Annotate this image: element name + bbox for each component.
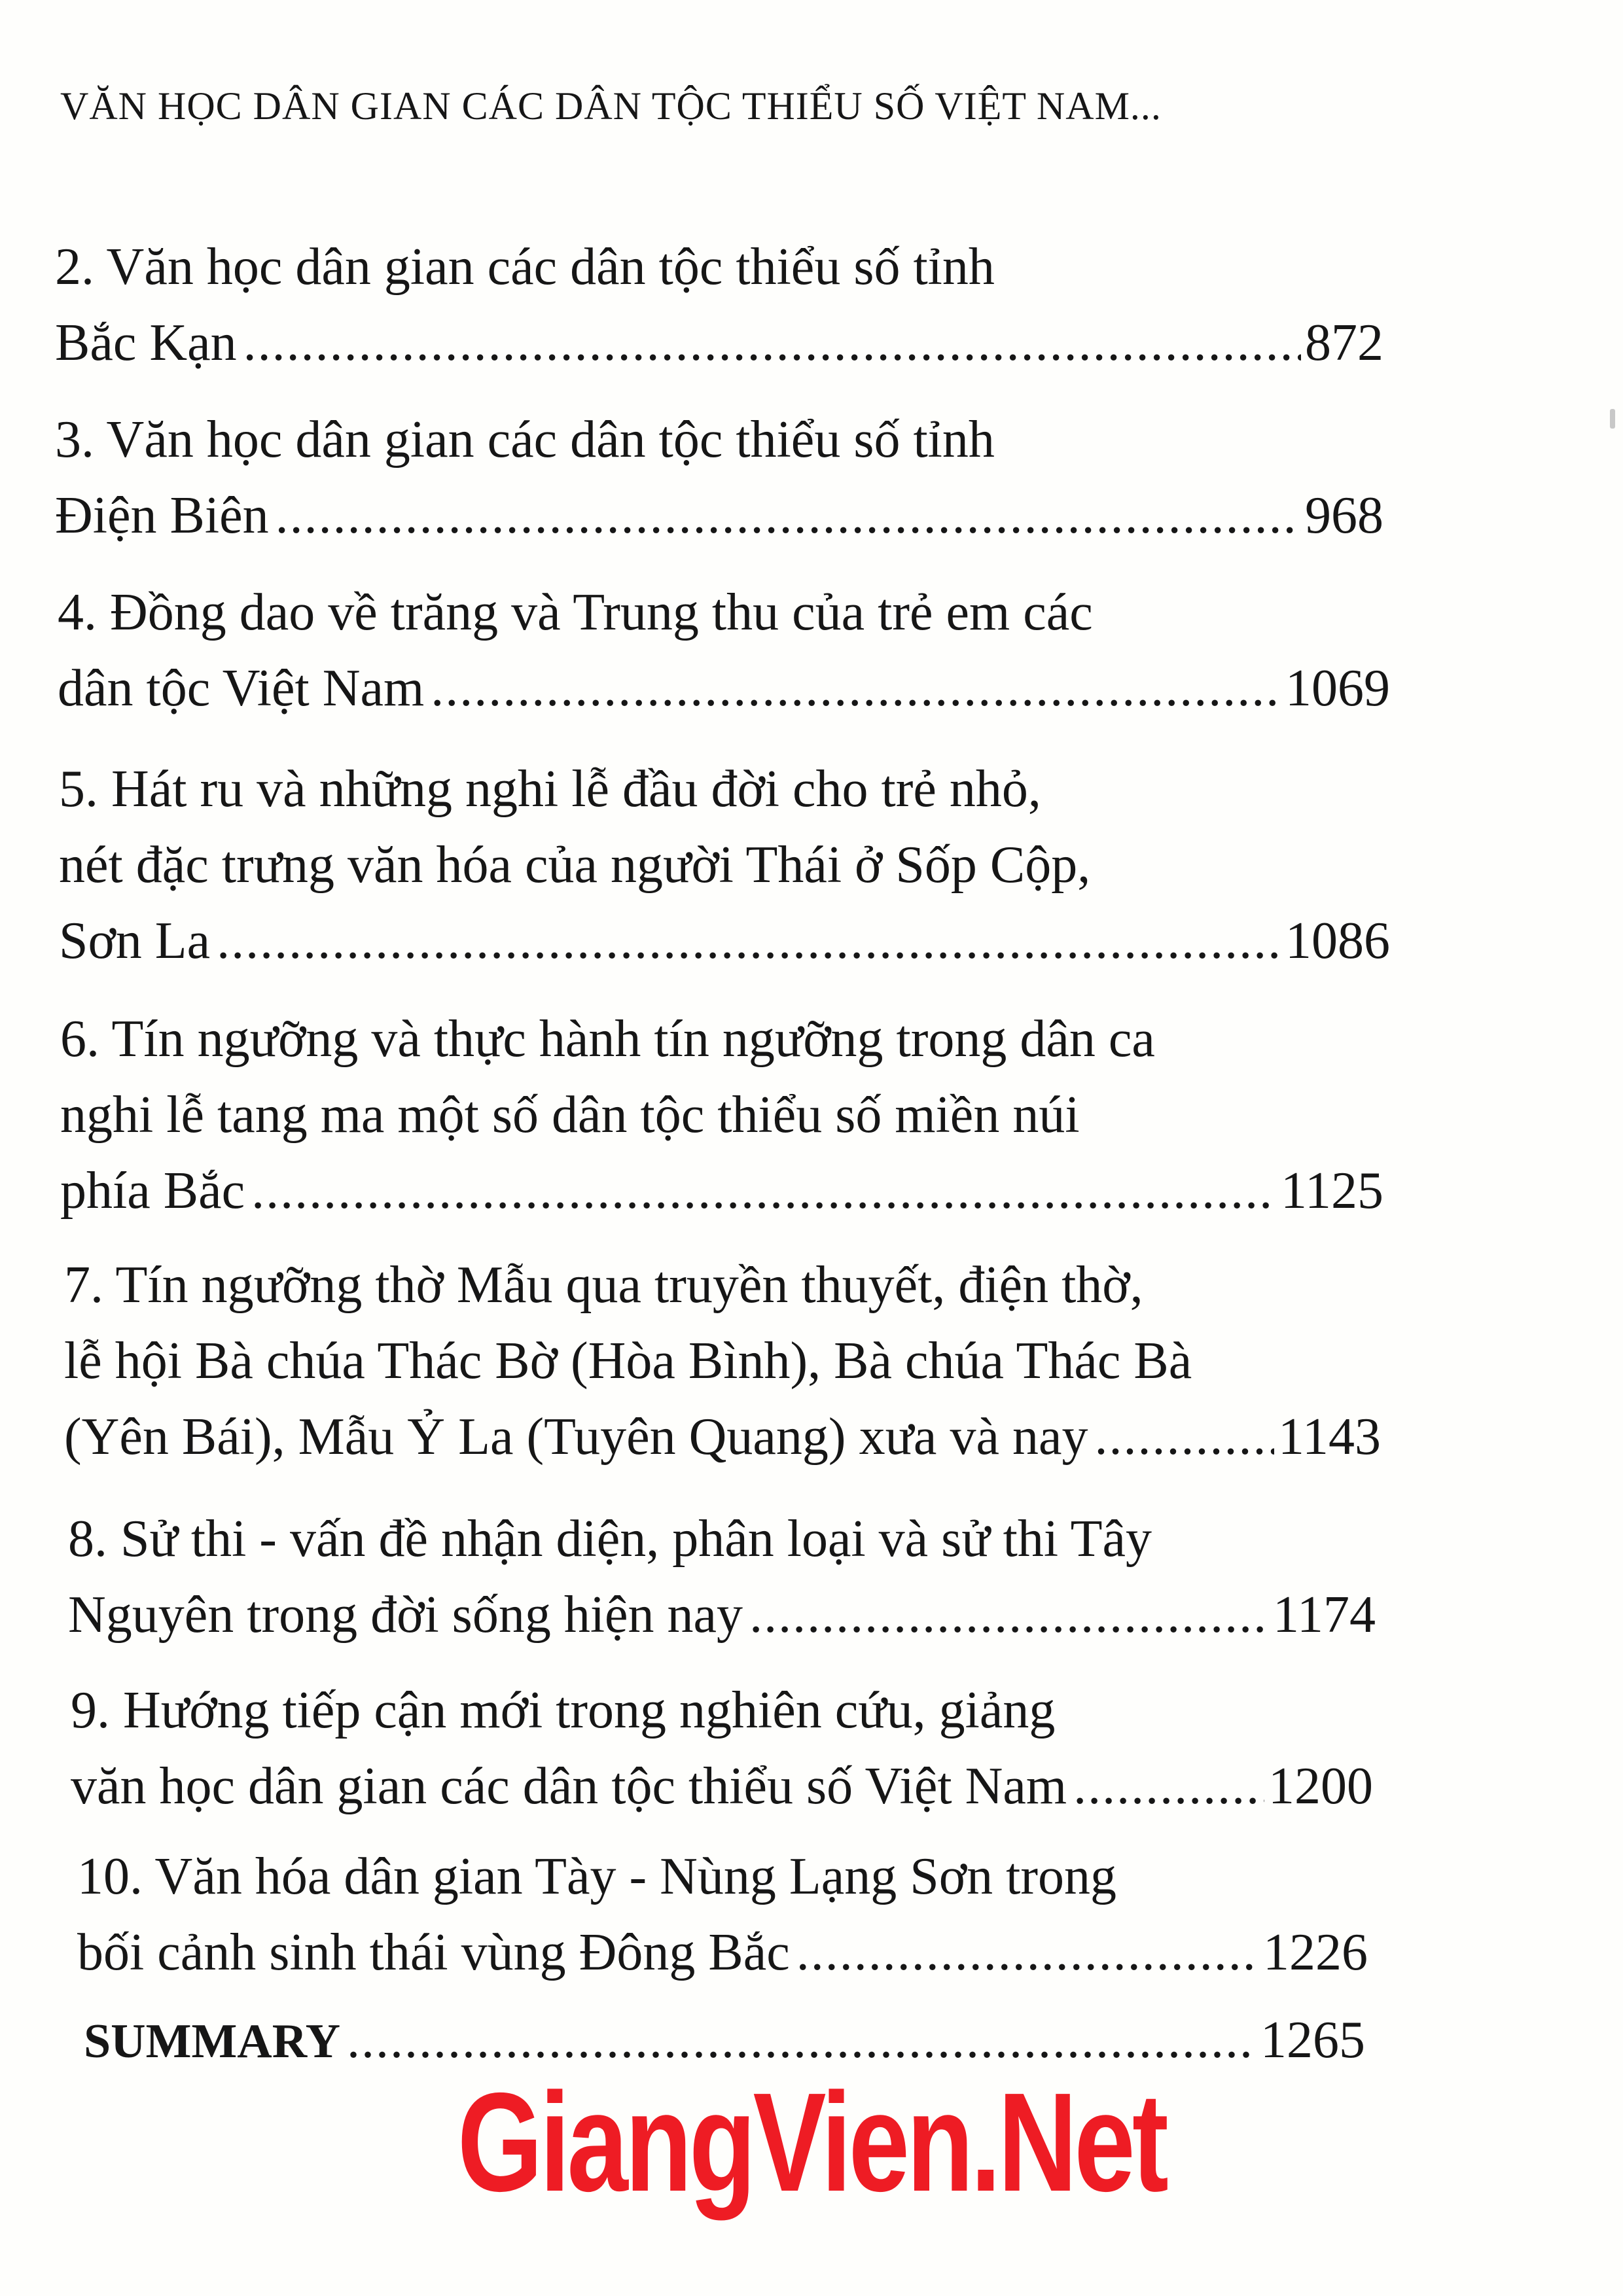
- toc-entry-9: [71, 1672, 1373, 1824]
- toc-entry-text-line: 3. Văn học dân gian các dân tộc thiểu số tỉnh: [55, 411, 995, 468]
- toc-entry-text-line: 10. Văn hóa dân gian Tày - Nùng Lạng Sơn trong: [77, 1848, 1116, 1905]
- page-number: 1125: [1280, 1162, 1383, 1220]
- toc-entry-text-line: phía Bắc: [60, 1162, 245, 1220]
- toc-entry-text-line: nghi lễ tang ma một số dân tộc thiểu số miền núi: [60, 1086, 1080, 1144]
- toc-entry-text-line: 6. Tín ngưỡng và thực hành tín ngưỡng trong dân ca: [60, 1010, 1155, 1068]
- toc-entry-text-line: Nguyên trong đời sống hiện nay: [68, 1586, 743, 1644]
- toc-entry-text-line: Điện Biên: [55, 487, 269, 544]
- page-number: 1200: [1268, 1757, 1373, 1815]
- toc-entry-2: [55, 229, 1383, 381]
- toc-entry-4: [58, 574, 1390, 726]
- toc-entry-3: [55, 402, 1383, 554]
- page-number: 872: [1305, 314, 1383, 372]
- toc-entry-text-line: 7. Tín ngưỡng thờ Mẫu qua truyền thuyết, điện thờ,: [64, 1256, 1143, 1314]
- toc-entry-text-line: 8. Sử thi - vấn đề nhận diện, phân loại và sử thi Tây: [68, 1510, 1152, 1568]
- page-number: 1069: [1285, 660, 1390, 717]
- page-number: 968: [1305, 487, 1383, 544]
- dot-leader: [1094, 1399, 1274, 1475]
- toc-entry-last-line: [77, 1915, 1368, 1990]
- toc-entry-last-line: [59, 903, 1390, 979]
- toc-entry-text-line: 9. Hướng tiếp cận mới trong nghiên cứu, giảng: [71, 1682, 1056, 1739]
- toc-entry-text-line: văn học dân gian các dân tộc thiểu số Việt Nam: [71, 1757, 1067, 1815]
- running-header: VĂN HỌC DÂN GIAN CÁC DÂN TỘC THIỂU SỐ VIỆT NAM...: [60, 84, 1162, 128]
- page-number: 1174: [1272, 1586, 1376, 1644]
- toc-entry-last-line: [55, 478, 1383, 554]
- dot-leader: [251, 1153, 1277, 1229]
- toc-entry-5: [59, 751, 1390, 979]
- page-number: 1086: [1285, 912, 1390, 970]
- toc-entry-last-line: [64, 1399, 1381, 1475]
- page-number: 1143: [1277, 1408, 1381, 1466]
- toc-entry-7: [64, 1247, 1381, 1475]
- toc-entry-6: [60, 1001, 1383, 1229]
- toc-entry-text-line: lễ hội Bà chúa Thác Bờ (Hòa Bình), Bà chúa Thác Bà: [64, 1332, 1192, 1390]
- toc-entry-text-line: 4. Đồng dao về trăng và Trung thu của trẻ em các: [58, 584, 1093, 641]
- summary-label: SUMMARY: [84, 2015, 341, 2068]
- toc-entry-text-line: 5. Hát ru và những nghi lễ đầu đời cho trẻ nhỏ,: [59, 760, 1041, 818]
- toc-entry-last-line: [60, 1153, 1383, 1229]
- watermark-logo: GiangVien.Net: [457, 2063, 1166, 2221]
- dot-leader: [217, 903, 1281, 979]
- dot-leader: [1073, 1748, 1264, 1824]
- toc-entry-10: [77, 1839, 1368, 1990]
- dot-leader: [796, 1915, 1259, 1990]
- toc-entry-text-line: Bắc Kạn: [55, 314, 237, 372]
- toc-entry-text-line: 2. Văn học dân gian các dân tộc thiểu số tỉnh: [55, 238, 995, 296]
- toc-entry-last-line: [58, 650, 1390, 726]
- toc-entry-text-line: nét đặc trưng văn hóa của người Thái ở Sốp Cộp,: [59, 836, 1091, 894]
- dot-leader: [243, 305, 1301, 381]
- toc-entry-last-line: [71, 1748, 1373, 1824]
- toc-entry-text-line: bối cảnh sinh thái vùng Đông Bắc: [77, 1924, 790, 1981]
- toc-entry-text-line: dân tộc Việt Nam: [58, 660, 425, 717]
- dot-leader: [431, 650, 1281, 726]
- toc-entry-8: [68, 1501, 1376, 1653]
- toc-entry-last-line: [68, 1577, 1376, 1653]
- dot-leader: [276, 478, 1301, 554]
- toc-entry-last-line: [55, 305, 1383, 381]
- toc-entry-text-line: (Yên Bái), Mẫu Ỷ La (Tuyên Quang) xưa và nay: [64, 1408, 1088, 1466]
- page-number: 1226: [1263, 1924, 1368, 1981]
- toc-entry-text-line: Sơn La: [59, 912, 211, 970]
- scan-speck: [1610, 409, 1615, 429]
- page-number: 1265: [1260, 2011, 1365, 2069]
- dot-leader: [749, 1577, 1269, 1653]
